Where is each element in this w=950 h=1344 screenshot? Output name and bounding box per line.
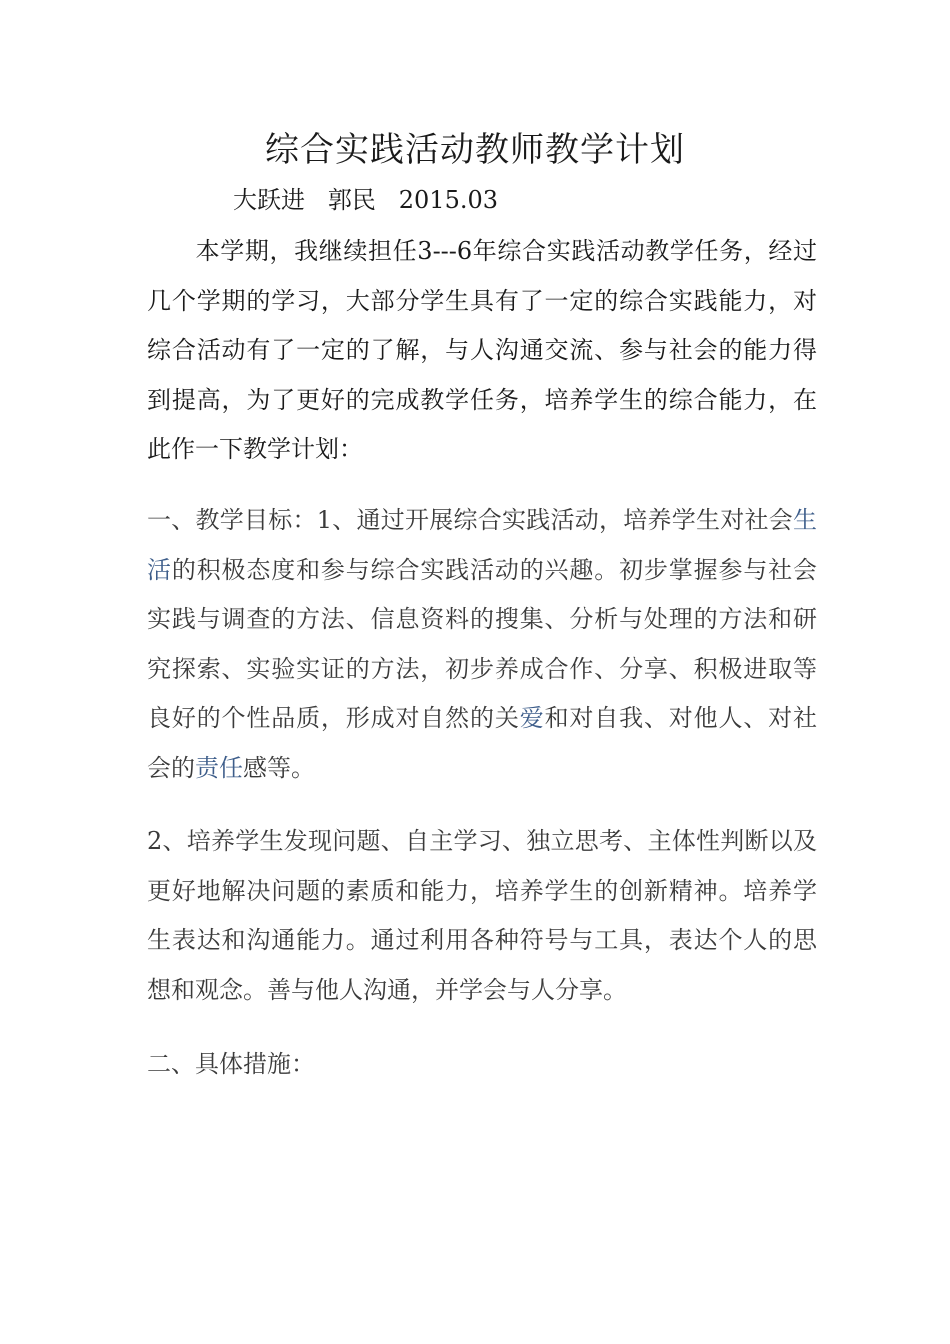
document-title: 综合实践活动教师教学计划: [265, 130, 685, 170]
intro-paragraph-text: 本学期，我继续担任3---6年综合实践活动教学任务，经过几个学期的学习，大部分学生具有了一定的综合实践能力，对综合活动有了一定的了解，与人沟通交流、参与社会的能力得到提高，为了更好的完成教学任务，培养学生的综合能力，在此作一下教学计划：: [147, 237, 817, 463]
author-date-line: 大跃进 郭民 2015.03: [233, 186, 499, 214]
goals-text-part3: 和对自我、对他人、对社会的: [147, 704, 818, 782]
link-zeren[interactable]: 责任: [195, 753, 243, 782]
goals-text-part1: 一、教学目标：1、通过开展综合实践活动，培养学生对社会: [147, 506, 793, 534]
link-ai[interactable]: 爱: [519, 704, 545, 732]
teaching-goals-paragraph: [147, 496, 817, 793]
link-shenghuo[interactable]: 生活: [147, 506, 817, 584]
goals-text-part2: 的积极态度和参与综合实践活动的兴趣。初步掌握参与社会实践与调查的方法、信息资料的搜集、分析与处理的方法和研究探索、实验实证的方法，初步养成合作、分享、积极进取等良好的个性品质，形成对自然的关: [147, 555, 818, 732]
goal-two-paragraph: 2、培养学生发现问题、自主学习、独立思考、主体性判断以及更好地解决问题的素质和能力，培养学生的创新精神。培养学生表达和沟通能力。通过利用各种符号与工具，表达个人的思想和观念。善与他人沟通，并学会与人分享。: [147, 827, 817, 1004]
goals-text-part4: 感等。: [243, 753, 315, 782]
intro-paragraph: [147, 227, 817, 475]
section-two-heading: 二、具体措施：: [147, 1050, 315, 1078]
